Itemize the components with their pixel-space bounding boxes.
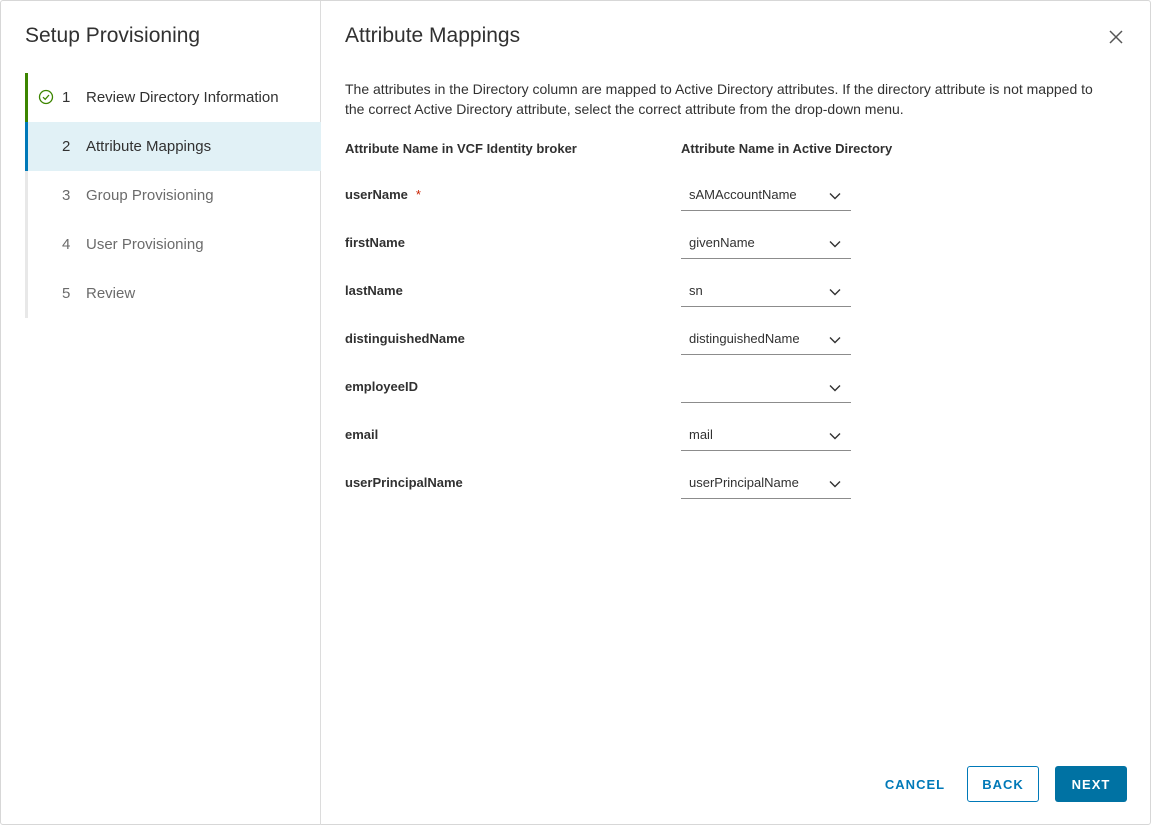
ad-attribute-select[interactable] <box>681 229 851 259</box>
chevron-down-icon <box>829 240 841 248</box>
select-value: sAMAccountName <box>689 187 797 202</box>
attribute-name: email <box>345 427 379 442</box>
step-number: 2 <box>62 138 71 155</box>
mapping-row-firstname <box>321 229 1151 277</box>
wizard-sidebar <box>1 1 321 825</box>
chevron-down-icon <box>829 336 841 344</box>
column-header-identity-broker: Attribute Name in VCF Identity broker <box>345 141 577 156</box>
step-label: Review <box>86 285 136 302</box>
attribute-name: lastName <box>345 283 403 298</box>
mapping-row-userprincipalname <box>321 469 1151 517</box>
select-value: mail <box>689 427 713 442</box>
select-value: givenName <box>689 235 755 250</box>
step-review[interactable] <box>25 269 321 318</box>
wizard-content <box>321 1 1151 825</box>
step-label: Attribute Mappings <box>86 138 212 155</box>
attribute-name: firstName <box>345 235 405 250</box>
step-group-provisioning[interactable] <box>25 171 321 220</box>
close-icon[interactable] <box>1108 29 1124 45</box>
chevron-down-icon <box>829 480 841 488</box>
select-value: userPrincipalName <box>689 475 799 490</box>
step-number: 1 <box>62 89 71 106</box>
mapping-row-username <box>321 181 1151 229</box>
step-review-directory-information[interactable] <box>25 73 321 122</box>
step-label: Review Directory Information <box>86 89 279 106</box>
attribute-name: userPrincipalName <box>345 475 463 490</box>
ad-attribute-select[interactable] <box>681 277 851 307</box>
step-number: 3 <box>62 187 71 204</box>
back-button[interactable]: BACK <box>967 766 1039 802</box>
page-description: The attributes in the Directory column are mapped to Active Directory attributes. If the directory attribute is not mapped to the correct Active Directory attribute, select the correct attribute from the drop-down menu. <box>345 81 1093 117</box>
step-user-provisioning[interactable] <box>25 220 321 269</box>
page-title: Attribute Mappings <box>345 24 521 47</box>
ad-attribute-select[interactable] <box>681 421 851 451</box>
step-number: 4 <box>62 236 71 253</box>
wizard-steps <box>25 73 321 318</box>
step-attribute-mappings[interactable] <box>25 122 321 171</box>
check-circle-icon <box>38 89 54 105</box>
step-label: User Provisioning <box>86 236 204 253</box>
step-number: 5 <box>62 285 71 302</box>
chevron-down-icon <box>829 288 841 296</box>
attribute-name: employeeID <box>345 379 418 394</box>
attribute-name: distinguishedName <box>345 331 465 346</box>
select-value: distinguishedName <box>689 331 800 346</box>
chevron-down-icon <box>829 192 841 200</box>
select-value: sn <box>689 283 703 298</box>
mapping-row-distinguishedname <box>321 325 1151 373</box>
ad-attribute-select[interactable] <box>681 181 851 211</box>
ad-attribute-select[interactable] <box>681 325 851 355</box>
next-button[interactable]: NEXT <box>1055 766 1127 802</box>
mapping-row-email <box>321 421 1151 469</box>
ad-attribute-select[interactable] <box>681 373 851 403</box>
chevron-down-icon <box>829 384 841 392</box>
mapping-row-employeeid <box>321 373 1151 421</box>
attribute-name: userName * <box>345 187 421 202</box>
mapping-row-lastname <box>321 277 1151 325</box>
chevron-down-icon <box>829 432 841 440</box>
cancel-button[interactable]: CANCEL <box>884 776 946 792</box>
step-label: Group Provisioning <box>86 187 214 204</box>
column-header-active-directory: Attribute Name in Active Directory <box>681 141 893 156</box>
wizard-title: Setup Provisioning <box>25 24 201 47</box>
ad-attribute-select[interactable] <box>681 469 851 499</box>
required-marker: * <box>415 187 421 202</box>
